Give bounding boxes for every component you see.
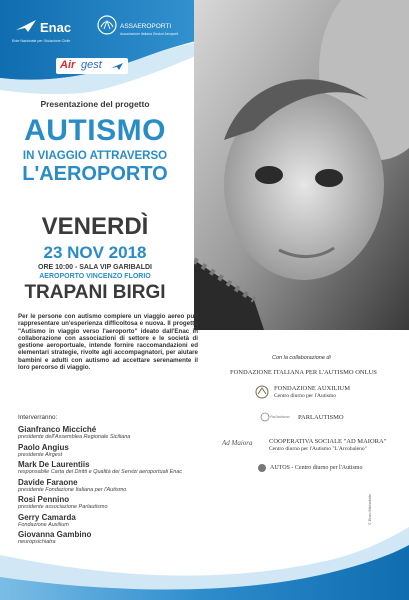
autos-logo-icon xyxy=(256,463,268,473)
parlautismo-logo-text: Parl'autismo xyxy=(270,415,290,419)
event-day: VENERDÌ xyxy=(41,213,149,240)
photo-credit: © Enzo Michelotto xyxy=(368,494,372,525)
subtitle-2: L'AEROPORTO xyxy=(22,163,168,185)
speaker-role: presidente Airgest xyxy=(18,451,63,458)
collab-autos xyxy=(270,465,362,471)
collab-fia: FONDAZIONE ITALIANA PER L'AUTISMO ONLUS xyxy=(230,369,377,376)
assaeroporti-tagline: Associazione Italiana Gestori Aeroporti xyxy=(120,32,179,36)
child-photo xyxy=(194,0,409,330)
speaker-name: Paolo Angius xyxy=(18,442,69,452)
collab-auxilium-sub: Centro diurno per l'Autismo xyxy=(274,393,336,399)
speaker-name: Giovanna Gambino xyxy=(18,530,92,539)
enac-plane-icon xyxy=(14,18,38,34)
collab-parlautismo: PARLAUTISMO xyxy=(298,414,344,421)
speaker-item xyxy=(18,478,203,494)
speaker-item xyxy=(18,460,203,476)
admaiora-logo-text: Ad Maiora xyxy=(222,439,253,447)
main-title: AUTISMO xyxy=(24,114,166,147)
enac-name: Enac xyxy=(40,20,72,35)
collab-admaiora-name: COOPERATIVA SOCIALE "AD MAIORA" xyxy=(269,438,387,445)
intro-text: Presentazione del progetto xyxy=(40,99,150,109)
speaker-role: neuropsichiatra xyxy=(18,539,56,545)
event-date: 23 NOV 2018 xyxy=(43,243,147,262)
speaker-name: Mark De Laurentiis xyxy=(18,460,90,469)
airgest-plane-icon xyxy=(110,61,124,71)
description-text: Per le persone con autismo compiere un viaggio aereo può rappresentare un'esperienza difficoltosa e nuova. Il progetto "Autismo in viaggio verso l'aeroporto" ideato dall'Enac in collaborazione con associazioni di settore e le società di gestione aeroportuale, intende fornire raccomandazioni ed elementari strategie, rivolte agli accompagnatori, per aiutare bambini e adulti con autismo ad accettare serenamente il loro percorso di viaggio. xyxy=(18,313,198,372)
speaker-name: Gerry Camarda xyxy=(18,512,76,522)
assaeroporti-emblem-icon xyxy=(96,14,118,36)
airgest-logo-gest: gest xyxy=(81,59,102,71)
airgest-logo xyxy=(56,58,128,74)
speakers-heading: Interverranno: xyxy=(18,414,58,421)
collab-autos-sub: - Centro diurno per l'Autismo xyxy=(289,465,363,471)
assaeroporti-name: ASSAEROPORTI xyxy=(120,23,172,30)
speaker-role: responsabile Carta dei Diritti e Qualità dei Servizi aeroportuali Enac xyxy=(18,469,183,475)
event-time-place: ORE 10:00 - SALA VIP GARIBALDI xyxy=(38,264,152,271)
event-airport: AEROPORTO VINCENZO FLORIO xyxy=(39,273,151,280)
speaker-name: Gianfranco Micciché xyxy=(18,425,97,434)
speaker-role: Fondazione Auxilium xyxy=(18,521,69,528)
parlautismo-logo-icon xyxy=(260,412,270,422)
collab-autos-name: AUTOS xyxy=(270,465,290,471)
collab-heading: Con la collaborazione di xyxy=(272,355,331,361)
speaker-role: presidente associazione Parlautismo xyxy=(18,504,108,510)
airgest-logo-air: Air xyxy=(60,59,76,71)
speaker-item xyxy=(18,425,203,441)
bottom-wave-band xyxy=(0,505,409,600)
speaker-item xyxy=(18,443,203,459)
speaker-role: presidente Fondazione Italiana per l'Autismo xyxy=(18,486,127,493)
event-city: TRAPANI BIRGI xyxy=(24,282,166,303)
auxilium-logo-icon xyxy=(254,385,270,399)
speaker-role: presidente dell'Assemblea Regionale Siciliana xyxy=(18,434,131,440)
enac-tagline: Ente Nazionale per l'Aviazione Civile xyxy=(12,39,71,43)
header-logos xyxy=(0,0,200,95)
speaker-name: Rosi Pennino xyxy=(18,495,70,504)
speaker-name: Davide Faraone xyxy=(18,477,78,487)
subtitle-1: IN VIAGGIO ATTRAVERSO xyxy=(22,150,168,162)
collab-admaiora-sub: Centro diurno per l'Autismo "L'Arcobaleno" xyxy=(269,446,367,452)
collab-auxilium-name: FONDAZIONE AUXILIUM xyxy=(274,385,351,392)
